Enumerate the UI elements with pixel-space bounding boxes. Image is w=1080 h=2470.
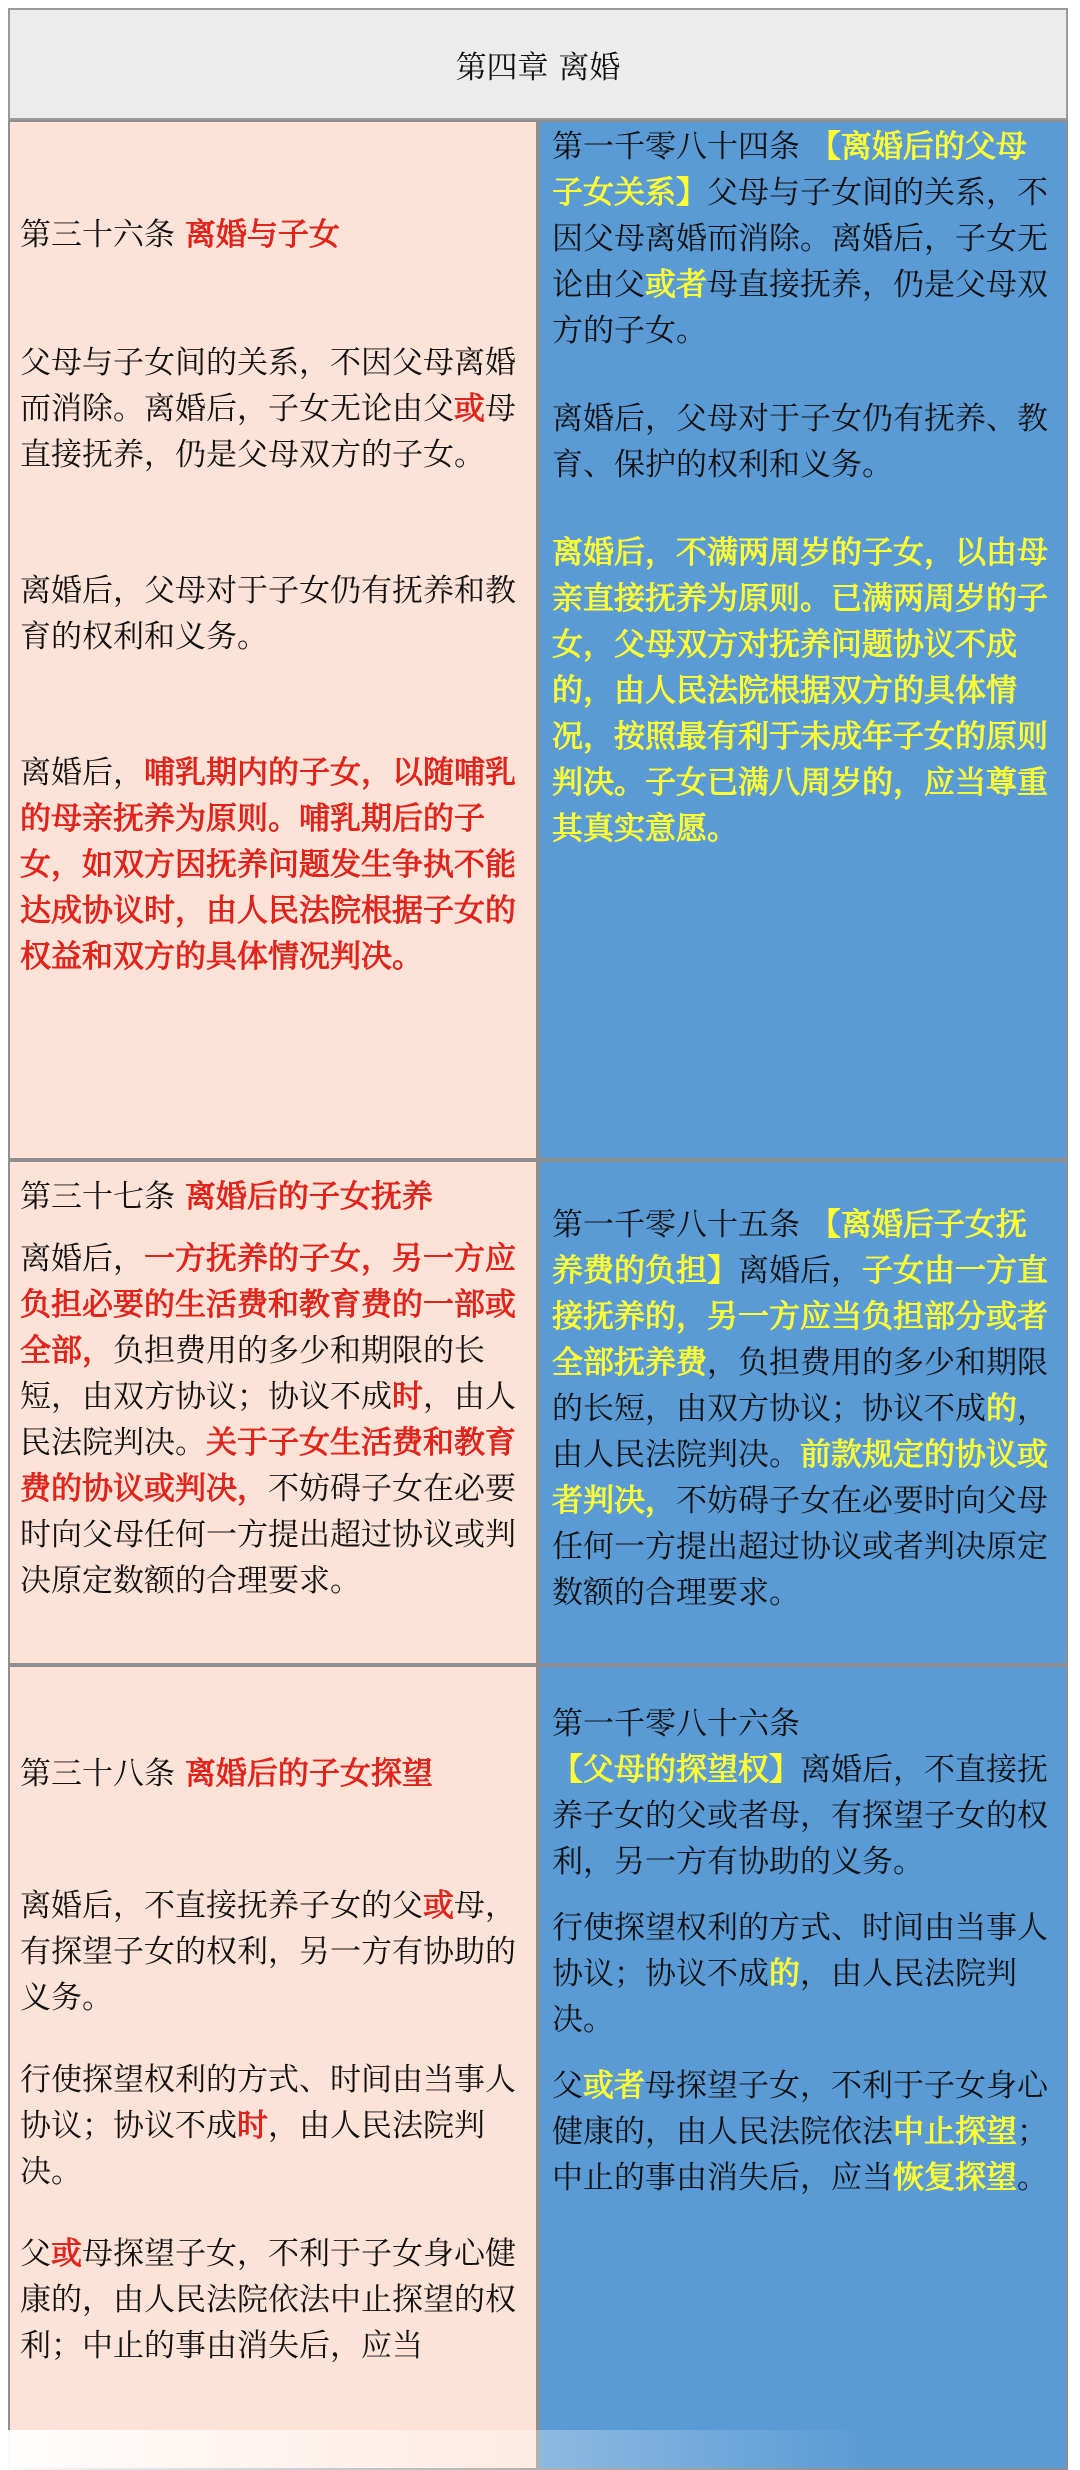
text-run: 第一千零八十四条 bbox=[552, 129, 810, 165]
text-run: 离婚后，不直接抚养子女的父 bbox=[20, 1888, 423, 1924]
text-run: 离婚后， bbox=[20, 1241, 144, 1277]
new-law-article-1085 bbox=[538, 1160, 1068, 1665]
article-number: 第三十六条 bbox=[20, 217, 185, 253]
chapter-header bbox=[8, 8, 1068, 120]
text-run: 离婚后， bbox=[738, 1253, 862, 1289]
highlight-yellow-text: 或者 bbox=[645, 267, 707, 303]
text-run: 。 bbox=[1017, 2160, 1048, 2196]
text-run: 母直接抚养，仍是父母双方的子女。 bbox=[552, 267, 1048, 349]
paragraph bbox=[552, 1202, 1056, 1616]
text-run: 行使探望权利的方式、时间由当事人协议；协议不成 bbox=[552, 1910, 1048, 1992]
text-run: 行使探望权利的方式、时间由当事人协议；协议不成 bbox=[20, 2062, 516, 2144]
text-run: ，由人民法院判决。 bbox=[20, 1379, 516, 1461]
text-run: 父母与子女间的关系，不因父母离婚而消除。离婚后，子女无论由父 bbox=[552, 175, 1048, 303]
text-run: 负担费用的多少和期限的长短，由双方协议；协议不成 bbox=[20, 1333, 485, 1415]
text-run: ，由人民法院判决。 bbox=[552, 1391, 1048, 1473]
highlight-yellow-text: 子女由一方直接抚养的，另一方应当负担部分或者全部抚养费 bbox=[552, 1253, 1048, 1381]
paragraph bbox=[552, 124, 1056, 354]
text-run: 母直接抚养，仍是父母双方的子女。 bbox=[20, 391, 516, 473]
highlight-yellow-text: 恢复探望 bbox=[893, 2160, 1017, 2196]
text-run: 离婚后， bbox=[20, 755, 144, 791]
text-run: 第一千零八十六条 bbox=[552, 1706, 800, 1742]
highlight-yellow-text: 或者 bbox=[583, 2068, 645, 2104]
highlight-yellow-text: 的 bbox=[986, 1391, 1017, 1427]
highlight-red-text: 时 bbox=[392, 1379, 423, 1415]
highlight-red-text: 一方抚养的子女，另一方应负担必要的生活费和教育费的一部或全部， bbox=[20, 1241, 516, 1369]
highlight-red-text: 或 bbox=[423, 1888, 454, 1924]
text-run: 离婚后，不直接抚养子女的父或者母，有探望子女的权利，另一方有协助的义务。 bbox=[552, 1752, 1048, 1880]
article-title bbox=[20, 212, 524, 258]
article-heading: 离婚后的子女抚养 bbox=[184, 1179, 433, 1215]
highlight-red-text: 哺乳期内的子女，以随哺乳的母亲抚养为原则。哺乳期后的子女，如双方因抚养问题发生争执不能达成协议时，由人民法院根据子女的权益和双方的具体情况判决。 bbox=[20, 755, 516, 975]
highlight-yellow-text: 中止探望 bbox=[893, 2114, 1017, 2150]
highlight-yellow-text: 前款规定的协议或者判决， bbox=[552, 1437, 1048, 1519]
highlight-red-text: 或 bbox=[51, 2236, 82, 2272]
text-run: ，负担费用的多少和期限的长短，由双方协议；协议不成 bbox=[552, 1345, 1048, 1427]
highlight-red-text: 时 bbox=[237, 2108, 268, 2144]
text-run: 不妨碍子女在必要时向父母任何一方提出超过协议或判决原定数额的合理要求。 bbox=[20, 1471, 516, 1599]
paragraph bbox=[20, 1883, 524, 2021]
paragraph bbox=[552, 2063, 1056, 2201]
old-law-article-38 bbox=[8, 1665, 538, 2470]
paragraph: 离婚后，父母对于子女仍有抚养、教育、保护的权利和义务。 bbox=[552, 401, 1048, 483]
old-law-article-37 bbox=[8, 1160, 538, 1665]
paragraph bbox=[20, 340, 524, 478]
text-run: 父 bbox=[552, 2068, 583, 2104]
text-run: 不妨碍子女在必要时向父母任何一方提出超过协议或者判决原定数额的合理要求。 bbox=[552, 1483, 1048, 1611]
text-run: ；中止的事由消失后，应当 bbox=[552, 2114, 1048, 2196]
chapter-title: 第四章 离婚 bbox=[455, 49, 621, 86]
paragraph bbox=[552, 1905, 1056, 2043]
new-law-article-1084 bbox=[538, 120, 1068, 1160]
highlight-yellow-text: 的 bbox=[769, 1956, 800, 1992]
highlight-yellow-text: 【父母的探望权】 bbox=[552, 1752, 800, 1788]
bottom-fade-overlay bbox=[0, 2430, 1080, 2470]
paragraph bbox=[20, 1236, 524, 1604]
paragraph: 离婚后，不满两周岁的子女，以由母亲直接抚养为原则。已满两周岁的子女，父母双方对抚养问题协议不成的，由人民法院根据双方的具体情况，按照最有利于未成年子女的原则判决。子女已满八周岁的，应当尊重其真实意愿。 bbox=[552, 535, 1048, 847]
paragraph bbox=[552, 1701, 1056, 1885]
highlight-yellow-text: 【离婚后的父母子女关系】 bbox=[552, 129, 1027, 211]
article-number: 第三十七条 bbox=[20, 1179, 185, 1215]
text-run: ，由人民法院判决。 bbox=[552, 1956, 1017, 2038]
paragraph: 离婚后，父母对于子女仍有抚养和教育的权利和义务。 bbox=[20, 573, 516, 655]
text-run: 母探望子女，不利于子女身心健康的，由人民法院依法 bbox=[552, 2068, 1048, 2150]
paragraph bbox=[20, 750, 524, 980]
highlight-red-text: 关于子女生活费和教育费的协议或判决， bbox=[20, 1425, 516, 1507]
text-run: 母探望子女，不利于子女身心健康的，由人民法院依法中止探望的权利；中止的事由消失后，应当 bbox=[20, 2236, 516, 2364]
article-number: 第三十八条 bbox=[20, 1756, 185, 1792]
highlight-yellow-text: 【离婚后子女抚养费的负担】 bbox=[552, 1207, 1027, 1289]
text-run: ，由人民法院判决。 bbox=[20, 2108, 485, 2190]
highlight-red-text: 或 bbox=[454, 391, 485, 427]
article-title bbox=[20, 1174, 524, 1220]
old-law-article-36 bbox=[8, 120, 538, 1160]
text-run: 父 bbox=[20, 2236, 51, 2272]
text-run: 第一千零八十五条 bbox=[552, 1207, 810, 1243]
paragraph bbox=[20, 2057, 524, 2195]
text-run: 父母与子女间的关系，不因父母离婚而消除。离婚后，子女无论由父 bbox=[20, 345, 516, 427]
new-law-article-1086 bbox=[538, 1665, 1068, 2470]
article-title bbox=[20, 1751, 524, 1797]
article-heading: 离婚与子女 bbox=[184, 217, 340, 253]
article-heading: 离婚后的子女探望 bbox=[184, 1756, 433, 1792]
paragraph bbox=[20, 2231, 524, 2369]
text-run: 母，有探望子女的权利，另一方有协助的义务。 bbox=[20, 1888, 516, 2016]
